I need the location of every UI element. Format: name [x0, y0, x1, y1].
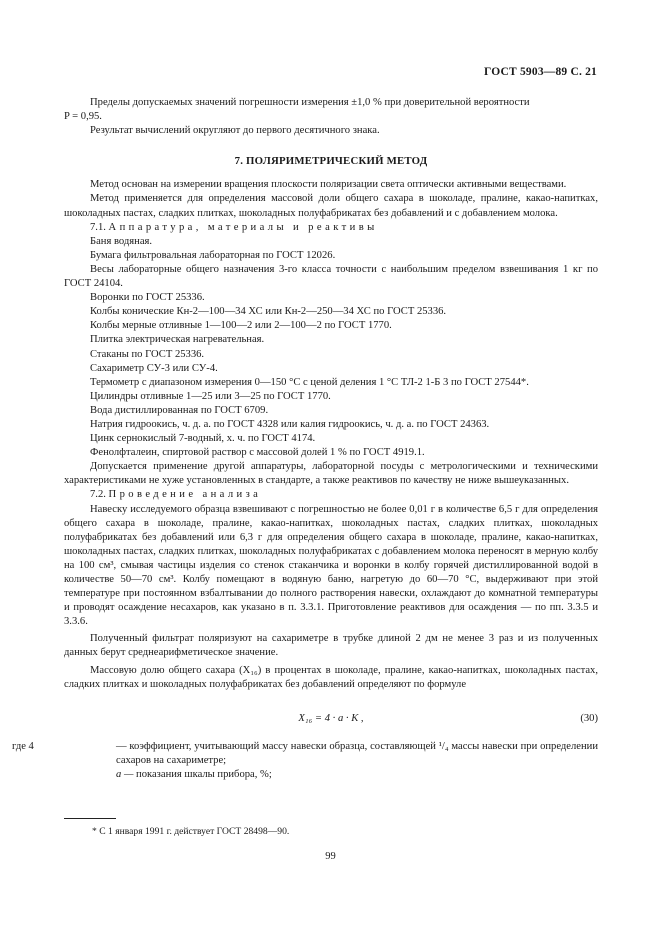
where-a-text: показания шкалы прибора, %; — [136, 768, 272, 780]
list-item: Цинк сернокислый 7-водный, х. ч. по ГОСТ 4174. — [90, 433, 316, 445]
list-item: Колбы мерные отливные 1—100—2 или 2—100—2 по ГОСТ 1770. — [90, 320, 392, 332]
paragraph-sample-prep: Навеску исследуемого образца взвешивают с погрешностью не более 0,01 г в количестве 6,5 г для определения общего сахара в шоколаде, пралине, какао-напитках, шоколадных пастах, сладких плитках, шоколадных полуфабрикатах без добавлений или 6,3 г для определения общего сахара в шоколаде, пралине, какао-напитках, шоколадных пастах, сладких плитках, шоколадных полуфабрикатах с добавлением молока переносят в мерную колбу на 100 см³, смывая частицы изделия со стенок стаканчика и воронки в колбу горячей дистиллированной водой в количестве 50—70 см³. Колбу помещают в водяную баню, нагретую до 60—70 °С, выдерживают при этой температуре при постоянном взбалтывании до полного растворения навески, охлаждают до комнатной температуры и проводят осаждение несахаров, как указано в п. 3.3.1. Приготовление реактивов для осаждения — по пп. 3.3.5 и 3.3.6. — [64, 503, 598, 628]
where-scale — [64, 768, 598, 782]
where-label: где 4 — [12, 740, 34, 752]
list-item: Баня водяная. — [90, 235, 153, 247]
list-item: Термометр с диапазоном измерения 0—150 °С с ценой деления 1 °С ТЛ-2 1-Б 3 по ГОСТ 27544*. — [90, 376, 529, 388]
list-item: Весы лабораторные общего назначения 3-го класса точности с наибольшим пределом взвешивания 1 кг по ГОСТ 24104. — [64, 263, 598, 290]
section-title: 7. ПОЛЯРИМЕТРИЧЕСКИЙ МЕТОД — [234, 155, 428, 168]
subsection-7-1 — [64, 221, 598, 235]
list-item: Цилиндры отливные 1—25 или 3—25 по ГОСТ 1770. — [90, 390, 331, 402]
formula: X₁₆ = 4 · a · K , — [298, 712, 364, 724]
list-item: Стаканы по ГОСТ 25336. — [90, 348, 205, 360]
page-number: 99 — [325, 851, 336, 862]
subsection-7-2 — [64, 488, 598, 502]
subsection-title: Проведение анализа — [108, 489, 262, 501]
formula-number: (30) — [580, 712, 598, 724]
where-coefficient-text: — коэффициент, учитывающий массу навески образца, составляющей ¹/₄ массы навески при определении сахаров на сахариметре; — [116, 740, 598, 766]
paragraph-rounding: Результат вычислений округляют до первого десятичного знака. — [90, 125, 380, 137]
equipment-list — [64, 235, 598, 461]
subsection-number: 7.2. — [90, 489, 106, 501]
where-a-label: a — — [116, 768, 134, 780]
list-item: Воронки по ГОСТ 25336. — [90, 292, 205, 304]
where-coefficient — [12, 740, 598, 768]
paragraph-formula-intro: Массовую долю общего сахара (X₁₆) в процентах в шоколаде, пралине, какао-напитках, шоколадных пастах, сладких плитках и шоколадных полуфабрикатах без добавлений определяют по формуле — [64, 664, 598, 690]
page-header: ГОСТ 5903—89 С. 21 — [484, 66, 597, 78]
list-item: Сахариметр СУ-3 или СУ-4. — [90, 362, 218, 374]
paragraph-probability: P = 0,95. — [64, 111, 102, 123]
paragraph-method-scope: Метод применяется для определения массовой доли общего сахара в шоколаде, пралине, какао-напитках, шоколадных пастах, сладких плитках, шоколадных полуфабрикатах без добавлений и с добавлением молока. — [64, 193, 598, 219]
list-item: Плитка электрическая нагревательная. — [90, 334, 265, 346]
subsection-title: Аппаратура, материалы и реактивы — [108, 221, 378, 233]
footnote: * С 1 января 1991 г. действует ГОСТ 28498—90. — [92, 826, 290, 837]
formula-block — [64, 704, 598, 734]
paragraph-method-basis: Метод основан на измерении вращения плоскости поляризации света оптически активными веществами. — [90, 179, 567, 191]
paragraph-alternatives: Допускается применение другой аппаратуры, лабораторной посуды с метрологическими и техническими характеристиками не хуже установленных в стандарте, а также реактивов по качеству не ниже вышеуказанных. — [64, 461, 598, 487]
list-item: Колбы конические Кн-2—100—34 ХС или Кн-2—250—34 ХС по ГОСТ 25336. — [90, 306, 447, 318]
list-item: Бумага фильтровальная лабораторная по ГОСТ 12026. — [90, 249, 336, 261]
footnote-rule — [64, 818, 116, 819]
list-item: Фенолфталеин, спиртовой раствор с массовой долей 1 % по ГОСТ 4919.1. — [90, 447, 425, 459]
subsection-number: 7.1. — [90, 221, 106, 233]
document-body — [12, 96, 598, 782]
list-item: Натрия гидроокись, ч. д. а. по ГОСТ 4328 или калия гидроокись, ч. д. а. по ГОСТ 24363. — [90, 418, 490, 430]
paragraph-polarization: Полученный фильтрат поляризуют на сахариметре в трубке длиной 2 дм не менее 3 раз и из полученных данных берут среднеарифметическое значение. — [64, 633, 598, 659]
paragraph-accuracy: Пределы допускаемых значений погрешности измерения ±1,0 % при доверительной вероятности — [90, 97, 530, 108]
list-item: Вода дистиллированная по ГОСТ 6709. — [90, 404, 269, 416]
